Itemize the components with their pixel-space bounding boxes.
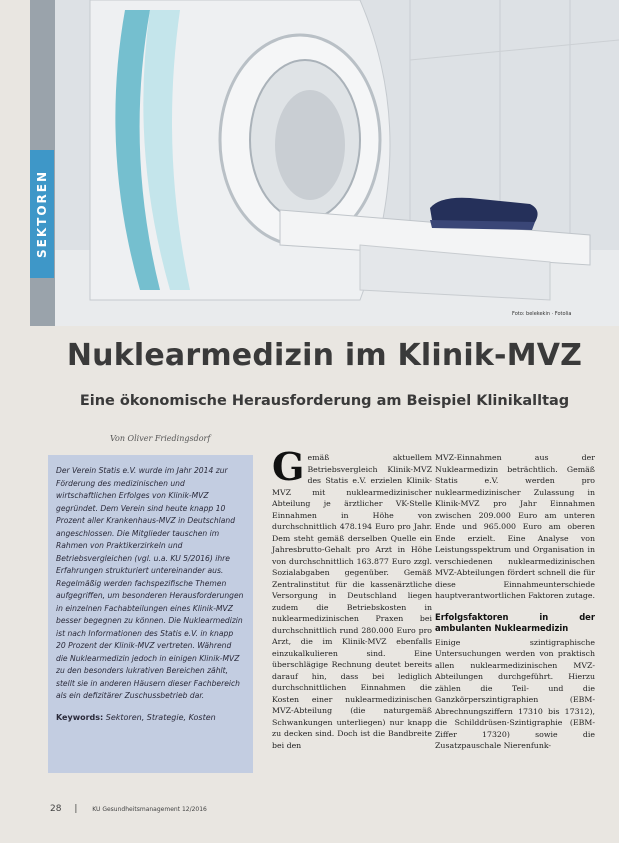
intro-box <box>48 455 253 773</box>
section-tab-label: SEKTOREN <box>35 169 50 259</box>
body-column-3 <box>435 452 595 752</box>
page-footer <box>50 804 207 814</box>
body-column-2 <box>272 444 432 751</box>
article-headline: Nuklearmedizin im Klinik-MVZ <box>66 338 583 373</box>
photo-credit: Foto: belekekin · Fotolia <box>512 311 572 317</box>
page-number: 28 <box>50 804 62 814</box>
publication-name: KU Gesundheitsmanagement 12/2016 <box>92 806 207 813</box>
article-subheadline: Eine ökonomische Herausforderung am Beispiel Klinikalltag <box>79 393 570 409</box>
body-paragraph: Einige szintigraphische Untersuchungen werden von praktisch allen nuklearmedizinischen MVZ-Abteilungen durchgeführt. Hierzu zählen die Teil- und die Ganzkörperszintigraphien (EBM-Abrechnungsziffern 17310 bis 17312), die Schilddrüsen-Szintigraphie (EBM-Ziffer 17320) sowie die Zusatzpauschale Nierenfunk- <box>435 637 595 750</box>
mri-scanner-photo <box>30 0 619 326</box>
mri-scanner-illustration <box>30 0 619 326</box>
keywords-label: Keywords: <box>56 712 104 722</box>
keywords-list: Sektoren, Strategie, Kosten <box>105 712 216 722</box>
section-tab <box>30 150 54 278</box>
drop-cap: G <box>272 444 305 489</box>
body-paragraph: MVZ-Einnahmen aus der Nuklearmedizin beträchtlich. Gemäß Statis e.V. werden pro nuklearmedizinischer Zulassung in Klinik-MVZ pro Jahr Einnahmen zwischen 209.000 Euro am unteren Ende und 965.000 Euro am oberen Ende erzielt. Eine Analyse von Leistungsspektrum und Organisation in verschiedenen nuklearmedizinischen MVZ-Abteilungen fördert schnell die für diese Einnahmeunterschiede hauptverantwortlichen Faktoren zutage. <box>435 453 595 600</box>
intro-text: Der Verein Statis e.V. wurde im Jahr 2014 zur Förderung des medizinischen und wirtschaftlichen Erfolges von Klinik-MVZ gegründet. Dem Verein sind heute knapp 10 Prozent aller Krankenhaus-MVZ in Deutschland angeschlossen. Die Mitglieder tauschen im Rahmen von Praktikerzirkeln und Betriebsvergleichen (vgl. u.a. KU 5/2016) ihre Erfahrungen strukturiert untereinander aus. Regelmäßig werden fachspezifische Themen aufgegriffen, um besonderen Herausforderungen in einzelnen Fachabteilungen eines Klinik-MVZ besser begegnen zu können. Die Nuklearmedizin ist nach Informationen des Statis e.V. in knapp 20 Prozent der Klinik-MVZ vertreten. Während die Nuklearmedizin jedoch in einigen Klinik-MVZ zu den besonders lukrativen Bereichen zählt, stellt sie in anderen Häusern dieser Fachbereich als ein defizitärer Zuschussbetrieb dar. <box>56 466 244 700</box>
body-paragraph: emäß aktuellem Betriebsvergleich Klinik-MVZ des Statis e.V. erzielen Klinik-MVZ mit nuklearmedizinischer Abteilung je ärztlicher VK-Stelle Einnahmen in Höhe von durchschnittlich 478.194 Euro pro Jahr. Dem steht gemäß derselben Quelle ein Jahresbrutto-Gehalt pro Arzt in Höhe von durchschnittlich 163.877 Euro zzgl. Sozialabgaben gegenüber. Gemäß Zentralinstitut für die kassenärztliche Versorgung in Deutschland liegen zudem die Betriebskosten in nuklearmedizinischen Praxen bei durchschnittlich rund 280.000 Euro pro Arzt, die im Klinik-MVZ ebenfalls einzukalkulieren sind. Eine überschlägige Rechnung deutet bereits darauf hin, dass bei lediglich durchschnittlichen Einnahmen die Kosten einer nuklearmedizinischen MVZ-Abteilung (die naturgemäß Schwankungen unterliegen) nur knapp zu decken sind. Doch ist die Bandbreite bei den <box>272 453 432 750</box>
keywords-line <box>56 713 245 722</box>
footer-separator: | <box>74 804 78 814</box>
author-byline: Von Oliver Friedingsdorf <box>110 434 211 443</box>
section-subheading: Erfolgsfaktoren in der ambulanten Nuklearmedizin <box>435 611 595 633</box>
